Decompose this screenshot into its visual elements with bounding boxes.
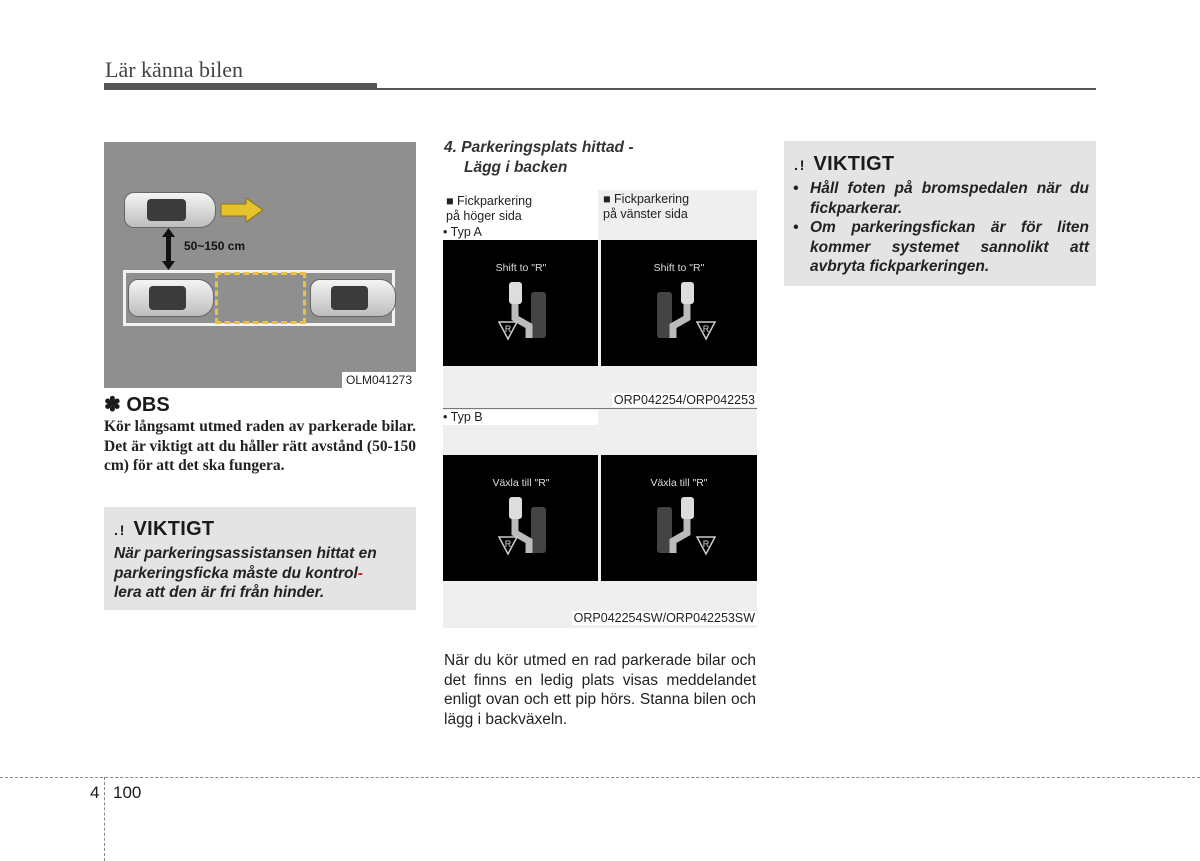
obs-text: Kör långsamt utmed raden av parkerade bilar. Det är viktigt att du håller rätt avstånd (50-150 cm) för att det ska fungera.: [104, 418, 416, 474]
asterisk-icon: ✽: [104, 394, 121, 416]
display-grid: [443, 190, 757, 628]
list-item: • Håll foten på bromspedalen när du fickparkerar.: [793, 180, 1089, 217]
code-type-a: ORP042254/ORP042253: [613, 393, 755, 407]
obs-heading: [104, 392, 170, 417]
chapter-title: Lär känna bilen: [105, 57, 244, 82]
warning-title: VIKTIGT: [813, 153, 895, 175]
display-message: Växla till "R": [492, 477, 550, 489]
display-message: Shift to "R": [495, 262, 547, 274]
parking-distance-illustration: [104, 142, 416, 388]
warning-heading: [114, 518, 214, 541]
warning-heading: [794, 153, 894, 176]
section-divider: [443, 408, 757, 409]
warning-list: [793, 179, 1089, 277]
warning-box-right: [784, 141, 1096, 286]
display-type-b-right: [443, 455, 598, 581]
parked-car-left: [128, 279, 214, 317]
display-message: Shift to "R": [653, 262, 705, 274]
step-heading: [444, 138, 634, 177]
header-bar: [104, 83, 377, 90]
footer-divider: [104, 777, 105, 861]
type-a-label: • Typ A: [443, 225, 598, 240]
parked-car-right: [310, 279, 396, 317]
footer-rule: [0, 777, 1200, 778]
obs-title: OBS: [126, 394, 170, 416]
display-type-a-right: [443, 240, 598, 366]
moving-car: [124, 192, 216, 228]
warning-box-left: [104, 507, 416, 610]
body-paragraph: När du kör utmed en rad parkerade bilar och det finns en ledig plats visas meddelandet enligt ovan och ett pip hörs. Stanna bilen och lägg i backväxeln.: [444, 652, 756, 728]
warning-text: [114, 544, 410, 603]
list-item: • Om parkeringsfickan är för liten kommer systemet sannolikt att avbryta fickparkeringen.: [793, 219, 1089, 275]
step-line-1: 4. Parkeringsplats hittad -: [444, 139, 634, 156]
warning-icon: . !: [114, 522, 124, 538]
figure-code: OLM041273: [342, 372, 416, 388]
square-bullet-icon: ■: [446, 194, 458, 208]
warning-hyphen: -: [357, 564, 363, 582]
gear-r-icon: R: [504, 539, 512, 549]
free-parking-slot: [215, 272, 306, 324]
warning-icon: . !: [794, 157, 804, 173]
gear-r-icon: R: [702, 539, 710, 549]
warning-text-end: lera att den är fri från hinder.: [114, 584, 325, 601]
type-b-label: • Typ B: [443, 410, 598, 425]
square-bullet-icon: ■: [603, 192, 615, 206]
page-number: 100: [113, 783, 142, 802]
header-rule: [377, 88, 1096, 90]
chapter-number: 4: [90, 783, 100, 802]
display-type-b-left: [601, 455, 757, 581]
distance-label: 50~150 cm: [184, 239, 246, 253]
warning-text-main: När parkeringsassistansen hittat en parkeringsficka måste du kontrol: [114, 545, 377, 582]
label-left-side: ■ Fickparkering på vänster sida: [603, 192, 690, 221]
step-line-2: Lägg i backen: [464, 158, 568, 176]
label-right-side: ■ Fickparkering på höger sida: [446, 194, 533, 223]
gear-r-icon: R: [702, 324, 710, 334]
gear-r-icon: R: [504, 324, 512, 334]
warning-title: VIKTIGT: [133, 518, 215, 540]
distance-arrow-icon: [162, 228, 175, 270]
display-message: Växla till "R": [650, 477, 708, 489]
code-type-b: ORP042254SW/ORP042253SW: [573, 611, 755, 625]
display-type-a-left: [601, 240, 757, 366]
direction-arrow-icon: [220, 197, 264, 223]
